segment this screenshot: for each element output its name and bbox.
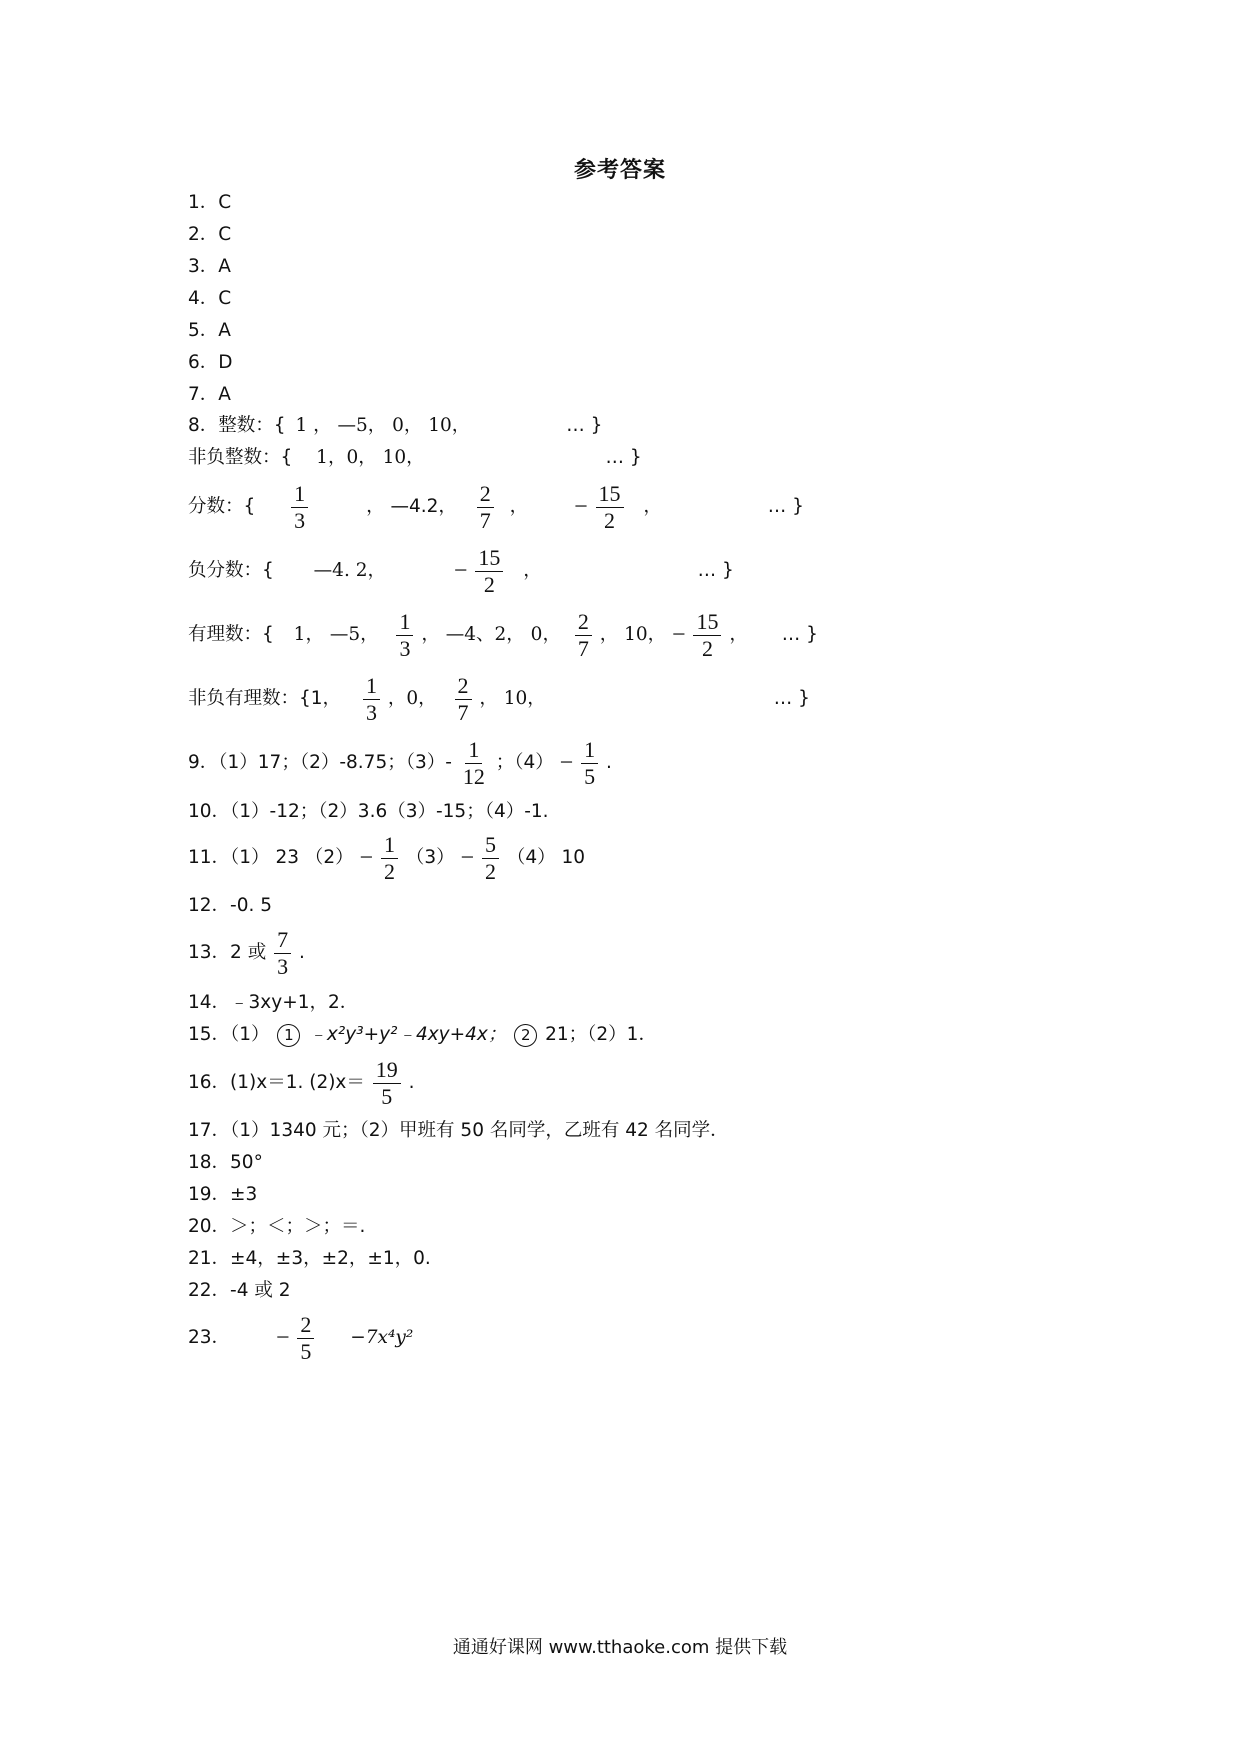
answer-22: 22．-4 或 2: [188, 1280, 291, 1301]
fraction-one-third: [396, 609, 413, 662]
nonneg-integers-end: … }: [605, 447, 642, 468]
answer-16: [188, 1053, 415, 1113]
fraction-one-fifth: [581, 737, 598, 790]
fraction-two-sevenths: [455, 673, 472, 726]
fraction-denominator: 2: [604, 507, 615, 533]
answer-3: 3．A: [188, 256, 231, 277]
fractions-sep2: ，: [509, 496, 529, 517]
fraction-one-third: [291, 481, 308, 534]
answer-10: 10．（1）-12；（2）3.6（3）-15；（4）-1.: [188, 801, 549, 822]
nonneg-rationals-items2: ， 10，: [479, 688, 546, 709]
answer-13: [188, 923, 305, 983]
answer-5: 5．A: [188, 320, 231, 341]
fraction-numerator: 1: [581, 737, 598, 764]
q16-end: .: [408, 1072, 415, 1093]
page-footer: 通通好课网 www.tthaoke.com 提供下载: [452, 1637, 788, 1658]
q16-prefix: 16．(1)x＝1. (2)x＝: [188, 1072, 365, 1093]
answer-23: [188, 1308, 413, 1368]
nonneg-integers-label: 非负整数：{: [188, 447, 293, 468]
fraction-numerator: 15: [693, 609, 721, 636]
fraction-numerator: 2: [455, 673, 472, 700]
q13-end: .: [298, 942, 305, 963]
answer-18: 18．50°: [188, 1152, 263, 1173]
fraction-numerator: 1: [363, 673, 380, 700]
minus-sign: −: [672, 622, 686, 648]
fraction-numerator: 1: [465, 737, 482, 764]
answer-2: 2．C: [188, 224, 232, 245]
fraction-one-third: [363, 673, 380, 726]
fraction-seven-thirds: [274, 927, 291, 980]
answer-8-nonneg-integers: [188, 445, 642, 471]
nonneg-rationals-items1: ，0，: [387, 688, 437, 709]
fraction-numerator: 19: [373, 1057, 401, 1084]
fraction-denominator: 2: [701, 635, 713, 661]
fraction-denominator: 5: [584, 763, 596, 789]
answer-8-rationals: [188, 605, 818, 665]
fraction-numerator: 7: [274, 927, 291, 954]
rationals-items2: ， —4、2， 0，: [421, 624, 561, 645]
fraction-numerator: 1: [291, 481, 308, 508]
rationals-items3: ， 10，: [599, 624, 667, 645]
neg-fractions-item1: —4. 2，: [313, 560, 386, 581]
answer-19: 19．±3: [188, 1184, 258, 1205]
q9-prefix: 9．（1）17；（2）-8.75；（3）-: [188, 752, 452, 773]
fraction-numerator: 5: [482, 832, 499, 859]
q11-end: （4） 10: [506, 847, 586, 868]
q13-prefix: 13．2 或: [188, 942, 267, 963]
q9-mid: ；（4）: [495, 752, 554, 773]
answer-15: [188, 1022, 657, 1048]
minus-sign: −: [275, 1325, 290, 1351]
fraction-numerator: 15: [475, 545, 503, 572]
fraction-fifteen-halves: [693, 609, 721, 662]
answer-21: 21．±4，±3，±2，±1，0.: [188, 1248, 431, 1269]
fractions-sep3: ，: [643, 496, 662, 517]
fraction-nineteen-fifths: [373, 1057, 401, 1110]
fraction-two-sevenths: [575, 609, 592, 662]
q15-expression: ﹣x²y³+y²﹣4xy+4x；: [308, 1024, 507, 1045]
answer-17: 17．（1）1340 元；（2）甲班有 50 名同学，乙班有 42 名同学．: [188, 1120, 729, 1141]
fraction-one-half: [381, 832, 398, 885]
neg-fractions-label: 负分数：{: [188, 560, 274, 581]
fraction-denominator: 2: [484, 858, 496, 884]
fraction-numerator: 2: [297, 1312, 314, 1339]
fraction-numerator: 15: [596, 481, 624, 508]
fraction-numerator: 1: [396, 609, 413, 636]
q11-mid: （3）: [405, 847, 455, 868]
answer-11: [188, 828, 585, 888]
fraction-denominator: 7: [577, 635, 589, 661]
q23-prefix: 23．: [188, 1327, 231, 1348]
q15-prefix: 15．（1）: [188, 1024, 270, 1045]
integers-items: 1 ， —5， 0， 10，: [295, 415, 471, 436]
fraction-numerator: 2: [477, 481, 494, 508]
fraction-denominator: 5: [381, 1083, 393, 1109]
fraction-five-halves: [482, 832, 499, 885]
fraction-denominator: 2: [483, 571, 495, 597]
fraction-numerator: 1: [381, 832, 398, 859]
answer-1: 1．C: [188, 192, 232, 213]
fraction-one-twelfth: [460, 737, 488, 790]
answer-7: 7．A: [188, 384, 231, 405]
answer-14: 14．﹣3xy+1，2．: [188, 992, 359, 1013]
answer-9: [188, 733, 612, 793]
answer-6: 6．D: [188, 352, 233, 373]
page-title: 参考答案: [573, 158, 666, 183]
fraction-fifteen-halves: [596, 481, 624, 534]
answer-8-nonneg-rationals: [188, 669, 810, 729]
fraction-denominator: 2: [383, 858, 395, 884]
answer-20: 20．＞；＜；＞；＝.: [188, 1216, 366, 1237]
answer-8-integers: [188, 413, 602, 439]
fraction-two-fifths: [297, 1312, 314, 1365]
integers-end: … }: [566, 415, 603, 436]
nonneg-rationals-end: … }: [773, 688, 810, 709]
neg-fractions-end: … }: [697, 560, 734, 581]
minus-sign: −: [453, 558, 468, 584]
q9-end: .: [605, 752, 612, 773]
answer-8-fractions: [188, 477, 804, 537]
fraction-denominator: 5: [300, 1338, 312, 1364]
fraction-denominator: 3: [294, 507, 306, 533]
answer-4: 4．C: [188, 288, 232, 309]
fraction-denominator: 3: [365, 699, 377, 725]
fraction-numerator: 2: [575, 609, 592, 636]
minus-sign: −: [559, 750, 574, 776]
fraction-denominator: 12: [462, 763, 485, 789]
circled-number-2: 2: [514, 1024, 537, 1047]
q11-prefix: 11．（1） 23 （2）: [188, 847, 354, 868]
answer-12: 12．-0. 5: [188, 895, 273, 916]
fraction-denominator: 7: [457, 699, 469, 725]
minus-sign: −: [460, 845, 475, 871]
fraction-denominator: 3: [399, 635, 411, 661]
q15-end: 21；（2）1．: [545, 1024, 657, 1045]
q23-term: −7x⁴y²: [350, 1327, 414, 1348]
fraction-two-sevenths: [477, 481, 494, 534]
minus-sign: −: [359, 845, 374, 871]
fraction-denominator: 7: [479, 507, 491, 533]
fractions-sep1: ， —4.2，: [366, 496, 457, 517]
fraction-denominator: 3: [277, 953, 289, 979]
fractions-label: 分数：{: [188, 496, 256, 517]
nonneg-rationals-label: 非负有理数：{1，: [188, 688, 342, 709]
minus-sign: −: [574, 494, 588, 520]
rationals-sep: ，: [729, 624, 748, 645]
neg-fractions-sep: ，: [523, 560, 542, 581]
integers-label: 8．整数：{: [188, 415, 286, 436]
fractions-end: … }: [767, 496, 804, 517]
circled-number-1: 1: [277, 1024, 300, 1047]
answer-8-neg-fractions: [188, 541, 734, 601]
fraction-fifteen-halves: [475, 545, 503, 598]
rationals-end: … }: [781, 624, 818, 645]
rationals-label: 有理数：{: [188, 624, 274, 645]
rationals-items1: 1， —5，: [293, 624, 379, 645]
nonneg-integers-items: 1，0， 10，: [316, 447, 425, 468]
